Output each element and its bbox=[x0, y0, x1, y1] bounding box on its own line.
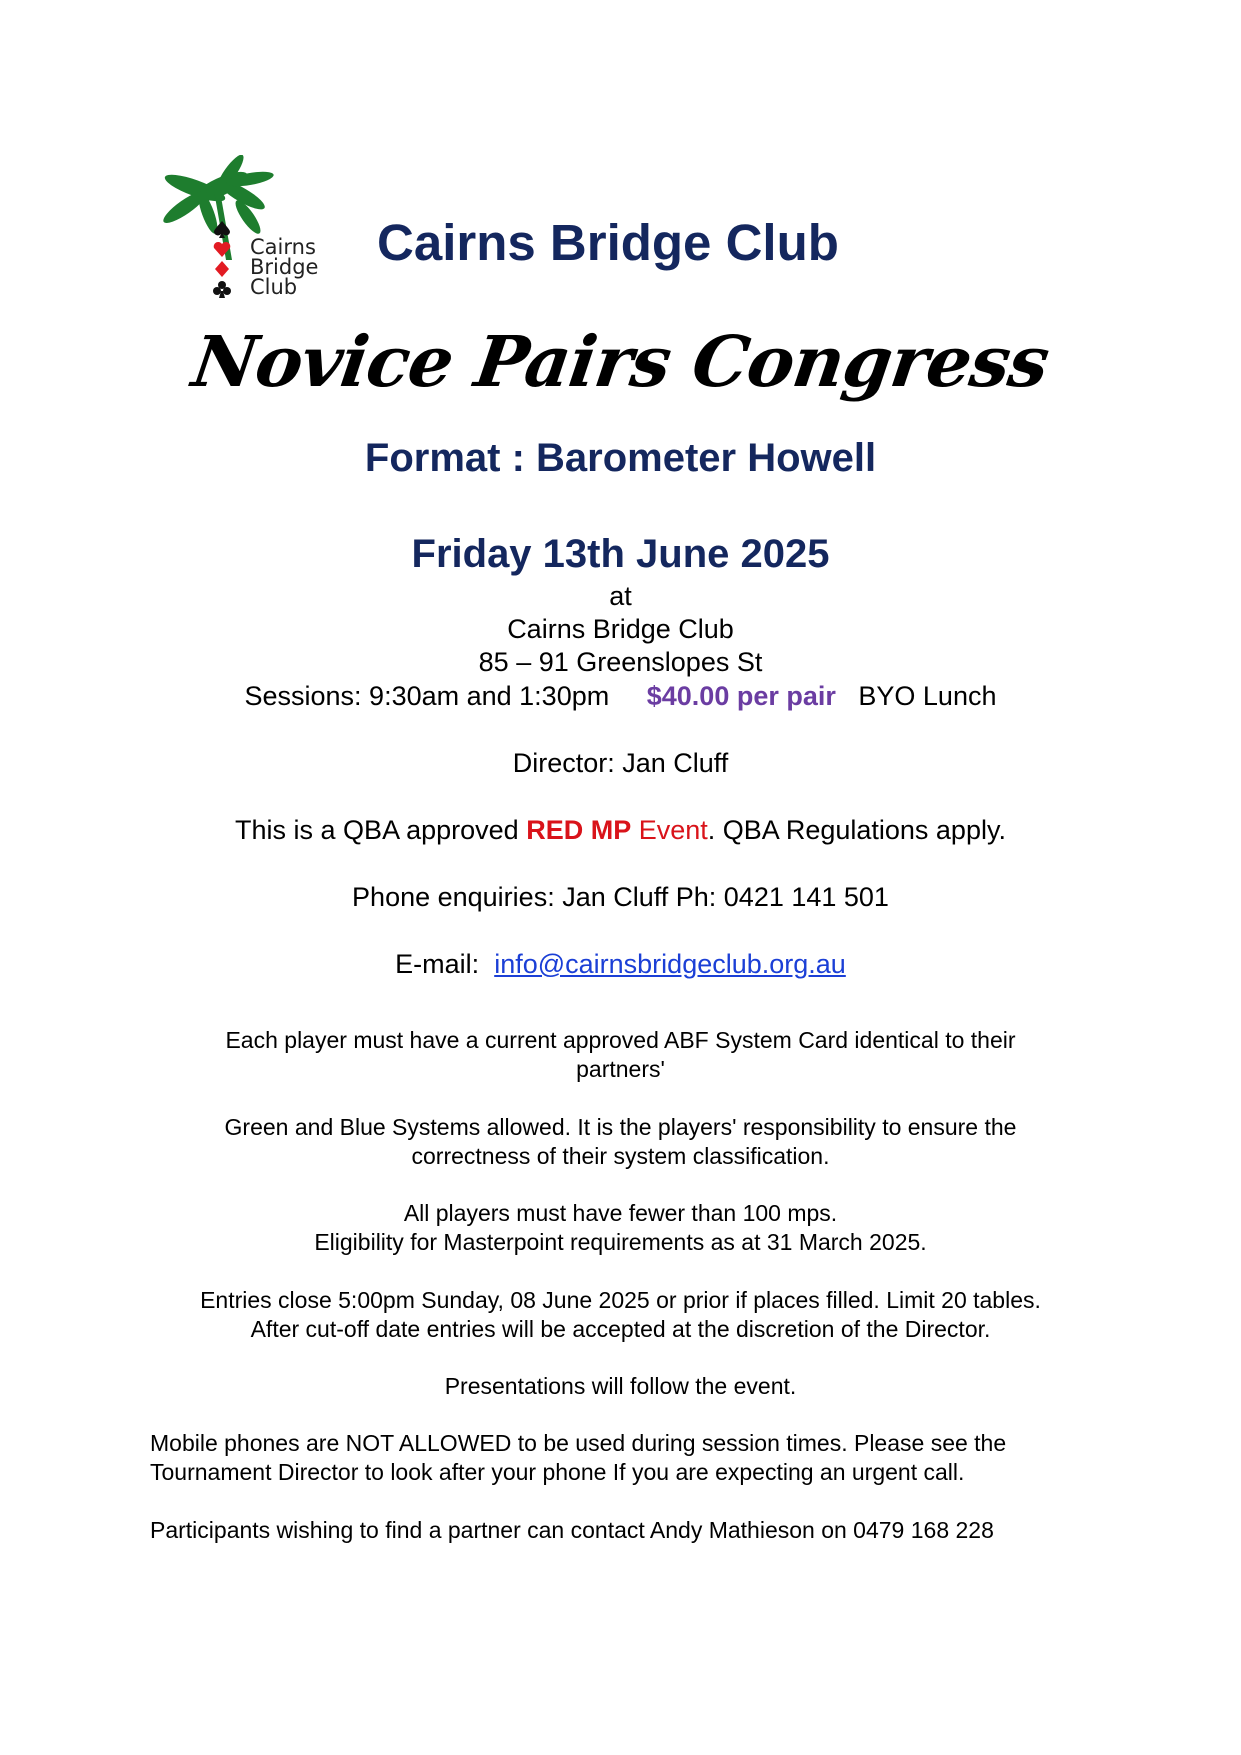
heart-icon bbox=[212, 239, 232, 259]
logo-text-line1: Cairns bbox=[250, 235, 316, 259]
rule-line: Eligibility for Masterpoint requirements as at 31 March 2025. bbox=[314, 1229, 927, 1255]
price-per-pair: $40.00 per pair bbox=[646, 681, 836, 711]
format-heading: Format : Barometer Howell bbox=[364, 436, 877, 480]
event-date: Friday 13th June 2025 bbox=[411, 532, 830, 576]
rule-eligibility bbox=[0, 1199, 1241, 1257]
rule-line: Each player must have a current approved ABF System Card identical to their bbox=[225, 1027, 1016, 1053]
venue-address: 85 – 91 Greenslopes St bbox=[478, 647, 763, 677]
diamond-icon bbox=[212, 259, 232, 279]
sessions-times: Sessions: 9:30am and 1:30pm bbox=[244, 681, 610, 711]
venue-at: at bbox=[609, 581, 632, 611]
note-line: Mobile phones are NOT ALLOWED to be used during session times. Please see the bbox=[150, 1430, 1007, 1456]
rule-presentations bbox=[0, 1372, 1241, 1401]
logo-text-line3: Club bbox=[250, 275, 298, 299]
qba-suffix: . QBA Regulations apply. bbox=[707, 815, 1006, 845]
email-link[interactable]: info@cairnsbridgeclub.org.au bbox=[494, 949, 846, 979]
rule-system-card bbox=[0, 1026, 1241, 1084]
event-word: Event bbox=[638, 815, 708, 845]
rule-line: correctness of their system classification. bbox=[411, 1143, 830, 1169]
rule-line: partners' bbox=[576, 1056, 665, 1082]
director-line: Director: Jan Cluff bbox=[512, 748, 729, 778]
rule-line: Entries close 5:00pm Sunday, 08 June 2025 or prior if places filled. Limit 20 tables. bbox=[200, 1287, 1041, 1313]
mobile-phone-note bbox=[150, 1429, 1110, 1487]
phone-line: Phone enquiries: Jan Cluff Ph: 0421 141 501 bbox=[352, 882, 889, 912]
note-line: Tournament Director to look after your phone If you are expecting an urgent call. bbox=[150, 1459, 965, 1485]
qba-line bbox=[0, 814, 1241, 847]
club-icon bbox=[211, 279, 233, 299]
sessions-line bbox=[0, 680, 1241, 713]
email-line bbox=[0, 948, 1241, 981]
club-name-heading: Cairns Bridge Club bbox=[377, 214, 839, 271]
lunch-note: BYO Lunch bbox=[858, 681, 997, 711]
rule-line: Green and Blue Systems allowed. It is the players' responsibility to ensure the bbox=[224, 1114, 1017, 1140]
partner-note: Participants wishing to find a partner can contact Andy Mathieson on 0479 168 228 bbox=[150, 1517, 994, 1543]
qba-prefix: This is a QBA approved bbox=[235, 815, 519, 845]
logo-text-line2: Bridge bbox=[250, 255, 319, 279]
rule-line: After cut-off date entries will be accepted at the discretion of the Director. bbox=[250, 1316, 991, 1342]
rule-line: Presentations will follow the event. bbox=[444, 1373, 797, 1399]
club-logo bbox=[150, 155, 340, 305]
venue-name: Cairns Bridge Club bbox=[507, 614, 734, 644]
red-mp-label: RED MP bbox=[526, 815, 632, 845]
event-title: Novice Pairs Congress bbox=[187, 320, 1054, 403]
email-label: E-mail: bbox=[395, 949, 480, 979]
rule-line: All players must have fewer than 100 mps. bbox=[403, 1200, 838, 1226]
spade-icon bbox=[212, 219, 232, 239]
rule-systems-allowed bbox=[0, 1113, 1241, 1171]
rule-entries bbox=[0, 1286, 1241, 1344]
